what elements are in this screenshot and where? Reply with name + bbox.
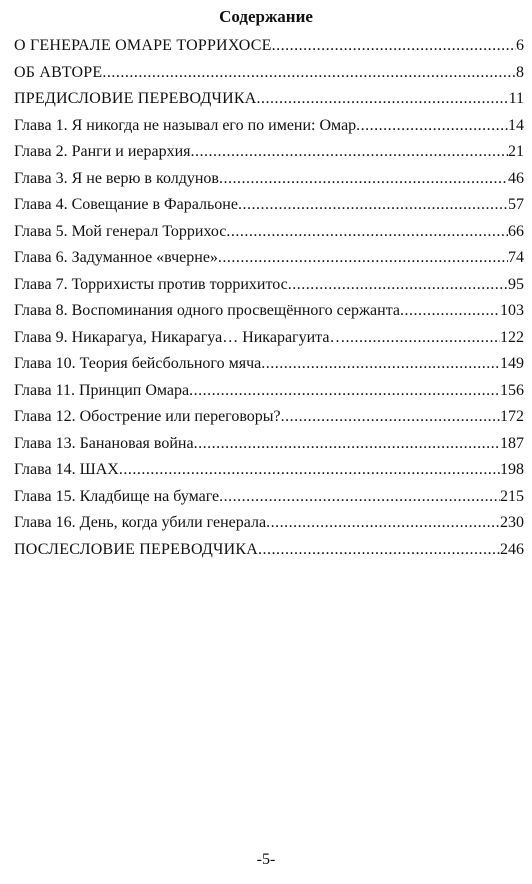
toc-entry-about-general xyxy=(14,33,524,60)
toc-entry-title: Глава 15. Кладбище на бумаге xyxy=(14,487,220,505)
toc-entry-page: 172 xyxy=(500,408,524,425)
dot-leader xyxy=(345,325,500,351)
table-of-contents xyxy=(14,33,524,563)
toc-entry-chapter-4 xyxy=(14,192,524,219)
toc-entry-chapter-7 xyxy=(14,272,524,299)
toc-entry-chapter-11 xyxy=(14,378,524,405)
toc-entry-chapter-16 xyxy=(14,510,524,537)
dot-leader xyxy=(219,484,500,510)
dot-leader xyxy=(261,351,500,377)
toc-entry-title: Глава 7. Торрихисты против торрихитос xyxy=(14,275,288,293)
dot-leader xyxy=(281,404,500,430)
toc-entry-page: 95 xyxy=(508,275,524,293)
toc-entry-title: Глава 12. Обострение или переговоры? xyxy=(14,408,281,425)
toc-entry-title: Глава 6. Задуманное «вчерне» xyxy=(14,249,218,266)
toc-entry-title: ПРЕДИСЛОВИЕ ПЕРЕВОДЧИКА xyxy=(14,90,257,107)
toc-entry-page: 74 xyxy=(508,249,524,266)
toc-entry-chapter-15 xyxy=(14,484,524,511)
dot-leader xyxy=(258,537,500,563)
dot-leader xyxy=(191,139,508,165)
toc-entry-title: ПОСЛЕСЛОВИЕ ПЕРЕВОДЧИКА xyxy=(14,540,259,558)
toc-entry-page: 215 xyxy=(500,487,524,505)
toc-entry-title: Глава 11. Принцип Омара xyxy=(14,381,190,399)
dot-leader xyxy=(356,113,508,139)
toc-entry-chapter-2 xyxy=(14,139,524,166)
toc-entry-page: 21 xyxy=(508,143,524,160)
dot-leader xyxy=(189,378,500,404)
toc-entry-chapter-5 xyxy=(14,219,524,246)
toc-entry-chapter-10 xyxy=(14,351,524,378)
toc-entry-title: Глава 8. Воспоминания одного просвещённого сержанта xyxy=(14,302,400,319)
toc-entry-chapter-13 xyxy=(14,431,524,458)
dot-leader xyxy=(218,245,508,271)
page-number: -5- xyxy=(256,851,276,868)
toc-entry-chapter-12 xyxy=(14,404,524,431)
toc-entry-title: Глава 10. Теория бейсбольного мяча xyxy=(14,355,262,372)
toc-entry-title: О ГЕНЕРАЛЕ ОМАРЕ ТОРРИХОСЕ xyxy=(14,37,272,54)
dot-leader xyxy=(119,457,500,483)
dot-leader xyxy=(257,86,509,112)
toc-entry-chapter-8 xyxy=(14,298,524,325)
dot-leader xyxy=(102,60,516,86)
toc-entry-title: Глава 4. Совещание в Фаральоне xyxy=(14,196,238,213)
dot-leader xyxy=(226,219,508,245)
toc-entry-chapter-1 xyxy=(14,113,524,140)
toc-entry-about-author xyxy=(14,60,524,87)
toc-entry-title: Глава 2. Ранги и иерархия xyxy=(14,143,191,160)
toc-entry-title: Глава 16. День, когда убили генерала xyxy=(14,514,267,531)
dot-leader xyxy=(219,166,508,192)
dot-leader xyxy=(272,33,516,59)
toc-entry-page: 6 xyxy=(516,37,524,54)
toc-entry-page: 11 xyxy=(508,90,524,107)
toc-entry-page: 57 xyxy=(508,196,524,213)
dot-leader xyxy=(238,192,508,218)
toc-entry-title: ОБ АВТОРЕ xyxy=(14,63,103,81)
dot-leader xyxy=(194,431,500,457)
toc-entry-chapter-9 xyxy=(14,325,524,352)
toc-entry-translator-preface xyxy=(14,86,524,113)
toc-entry-page: 66 xyxy=(508,222,524,240)
toc-entry-page: 122 xyxy=(500,328,524,346)
toc-entry-chapter-6 xyxy=(14,245,524,272)
toc-entry-chapter-14 xyxy=(14,457,524,484)
toc-entry-page: 187 xyxy=(500,434,524,452)
toc-entry-page: 246 xyxy=(500,540,524,558)
toc-entry-title: Глава 5. Мой генерал Торрихос xyxy=(14,222,227,240)
toc-entry-page: 8 xyxy=(516,63,524,81)
toc-entry-page: 149 xyxy=(500,355,524,372)
page-title: Содержание xyxy=(219,7,313,26)
toc-entry-title: Глава 14. ШАХ xyxy=(14,461,119,478)
toc-entry-title: Глава 1. Я никогда не называл его по имени: Омар xyxy=(14,116,357,134)
toc-entry-title: Глава 9. Никарагуа, Никарагуа… Никарагуита… xyxy=(14,328,346,346)
dot-leader xyxy=(266,510,500,536)
toc-entry-page: 14 xyxy=(508,116,524,134)
toc-entry-chapter-3 xyxy=(14,166,524,193)
toc-entry-page: 230 xyxy=(500,514,524,531)
toc-entry-title: Глава 13. Банановая война xyxy=(14,434,194,452)
dot-leader xyxy=(288,272,508,298)
toc-entry-title: Глава 3. Я не верю в колдунов xyxy=(14,169,219,187)
dot-leader xyxy=(400,298,500,324)
toc-entry-page: 103 xyxy=(500,302,524,319)
toc-entry-page: 198 xyxy=(500,461,524,478)
toc-entry-translator-afterword xyxy=(14,537,524,564)
toc-entry-page: 46 xyxy=(508,169,524,187)
toc-entry-page: 156 xyxy=(500,381,524,399)
